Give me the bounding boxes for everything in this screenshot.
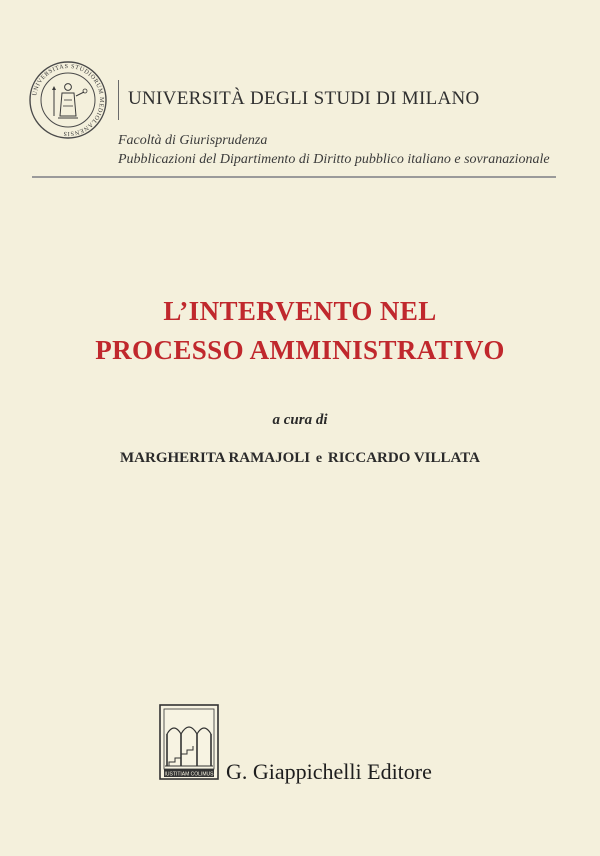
- editors-intro: a cura di: [272, 412, 328, 428]
- publisher-logo-icon: [159, 704, 219, 780]
- svg-text:IUSTITIAM COLIMUS: IUSTITIAM COLIMUS: [164, 771, 214, 778]
- editor-name: RICCARDO VILLATA: [327, 450, 480, 466]
- university-seal-icon: [28, 60, 108, 140]
- editors-line: [0, 450, 600, 467]
- series-name: Pubblicazioni del Dipartimento di Diritto pubblico italiano e sovranazionale: [118, 152, 550, 167]
- faculty-name: Facoltà di Giurisprudenza: [118, 133, 268, 148]
- header-divider: [118, 80, 119, 120]
- svg-text:UNIVERSITAS STUDIORUM MEDIOLAN: UNIVERSITAS STUDIORUM MEDIOLANENSIS: [31, 62, 106, 138]
- header-rule: [32, 176, 556, 178]
- editor-name: MARGHERITA RAMAJOLI: [120, 450, 311, 466]
- university-name: UNIVERSITÀ DEGLI STUDI DI MILANO: [128, 88, 480, 109]
- publisher-name: G. Giappichelli Editore: [226, 759, 432, 784]
- editors-conjunction: e: [315, 451, 323, 466]
- book-title-line-2: PROCESSO AMMINISTRATIVO: [95, 335, 505, 365]
- book-title-line-1: L’INTERVENTO NEL: [163, 296, 437, 326]
